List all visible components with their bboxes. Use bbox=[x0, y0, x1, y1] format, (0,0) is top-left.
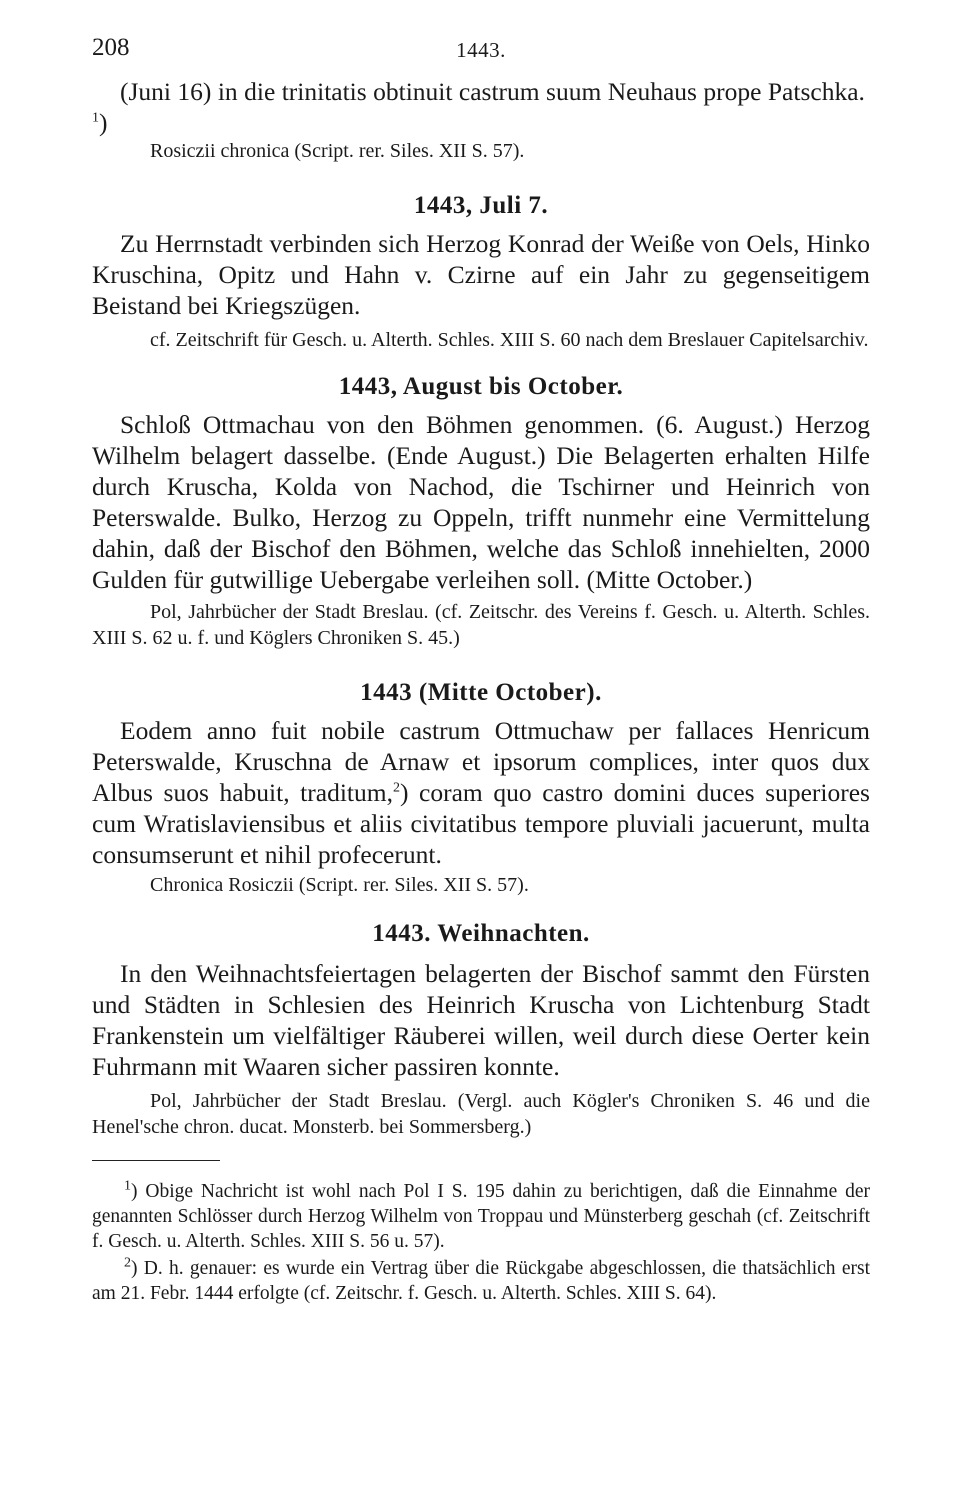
footnote-mark: 1 bbox=[124, 1178, 131, 1194]
source-citation: Pol, Jahrbücher der Stadt Breslau. (Vergl. auch Kögler's Chroniken S. 46 und die Henel'sche chron. ducat. Monsterb. bei Sommersberg.) bbox=[92, 1090, 870, 1138]
footnotes bbox=[92, 1179, 870, 1306]
footnote-1: $^1$) Obige Nachricht ist wohl nach Pol I S. 195 dahin zu berichtigen, daß die Einnahme der genannten Schlösser durch Herzog Wilhelm von Troppau und Münsterberg geschah (cf. Zeitschrift f. Gesch. u. Alterth. Schles. XIII S. 56 u. 57). bbox=[92, 1178, 870, 1252]
page-header bbox=[92, 34, 870, 74]
entry-1443-august-october bbox=[92, 373, 870, 651]
entry-1443-juli-7 bbox=[92, 192, 870, 353]
footnote-ref[interactable]: 1 bbox=[92, 110, 99, 126]
source-citation: Rosiczii chronica (Script. rer. Siles. XII S. 57). bbox=[150, 140, 525, 162]
entry-body: Eodem anno fuit nobile castrum Ottmuchaw per fallaces Henricum Peterswalde, Kruschna de Arnaw et ipsorum complices, inter quos dux Albus suos habuit, traditum,$^2$) coram quo castro domini duces superiores cum Wratislaviensibus et aliis civitatibus tempore pluviali jacuerunt, multa consumserunt et nihil profecerunt. bbox=[92, 716, 870, 869]
entry-body: Schloß Ottmachau von den Böhmen genommen. (6. August.) Herzog Wilhelm belagert dasselbe. (Ende August.) Die Belagerten erhalten Hilfe durch Kruscha, Kolda von Nachod, die Tschirner und Heinrich von Peterswalde. Bulko, Herzog zu Oppeln, trifft nunmehr eine Vermittelung dahin, daß der Bischof den Böhmen, welche das Schloß innehielten, 2000 Gulden für gutwillige Uebergabe verleihen soll. (Mitte October.) bbox=[92, 410, 870, 594]
entry-heading: 1443 (Mitte October). bbox=[360, 679, 602, 706]
footnote-mark: 2 bbox=[124, 1255, 131, 1271]
entry-1443-weihnachten bbox=[92, 920, 870, 1140]
entry-body: In den Weihnachtsfeiertagen belagerten der Bischof sammt den Fürsten und Städten in Schlesien des Heinrich Kruscha von Lichtenburg Stadt Frankenstein um vielfältiger Räuberei willen, weil durch diese Oerter kein Fuhrmann mit Waaren sicher passiren konnte. bbox=[92, 959, 870, 1081]
footnote-ref[interactable]: 2 bbox=[392, 780, 400, 796]
entry-heading: 1443, August bis October. bbox=[338, 373, 624, 400]
source-citation: Chronica Rosiczii (Script. rer. Siles. XII S. 57). bbox=[150, 874, 529, 896]
entry-1443-juni-16 bbox=[92, 76, 870, 164]
page-number: 208 bbox=[92, 34, 130, 61]
footnote-divider bbox=[92, 1160, 220, 1161]
entry-body: Zu Herrnstadt verbinden sich Herzog Konrad der Weiße von Oels, Hinko Kruschina, Opitz und Hahn v. Czirne auf ein Jahr zu gegenseitigem Beistand bei Kriegszügen. bbox=[92, 229, 870, 320]
entry-1443-mitte-october bbox=[92, 679, 870, 898]
document-page bbox=[92, 34, 870, 1306]
footnote-2: $^2$) D. h. genauer: es wurde ein Vertrag über die Rückgabe abgeschlossen, die thatsächlich erst am 21. Febr. 1444 erfolgte (cf. Zeitschr. f. Gesch. u. Alterth. Schles. XIII S. 64). bbox=[92, 1255, 870, 1304]
source-citation: cf. Zeitschrift für Gesch. u. Alterth. Schles. XIII S. 60 nach dem Breslauer Capitelsarchiv. bbox=[150, 329, 869, 351]
entry-heading: 1443, Juli 7. bbox=[413, 192, 549, 219]
entry-body: (Juni 16) in die trinitatis obtinuit castrum suum Neuhaus prope Patschka. $^1$) bbox=[92, 77, 865, 137]
running-head: 1443. bbox=[456, 38, 506, 62]
source-citation: Pol, Jahrbücher der Stadt Breslau. (cf. Zeitschr. des Vereins f. Gesch. u. Alterth. Schles. XIII S. 62 u. f. und Köglers Chroniken S. 45.) bbox=[92, 601, 870, 649]
entry-heading: 1443. Weihnachten. bbox=[372, 920, 590, 947]
